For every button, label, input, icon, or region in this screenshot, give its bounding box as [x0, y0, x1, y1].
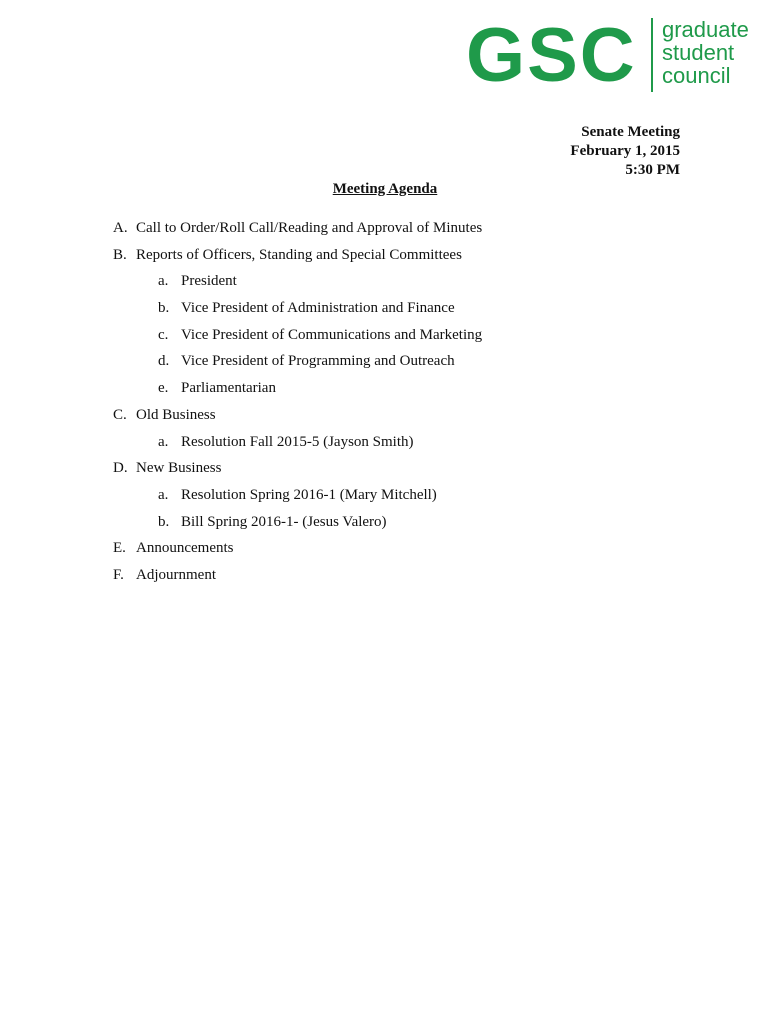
agenda-item-marker: e. — [158, 380, 169, 397]
agenda-item-text: Old Business — [136, 406, 216, 423]
agenda-item-text: New Business — [136, 460, 222, 477]
agenda-item-text: Bill Spring 2016-1- (Jesus Valero) — [181, 513, 387, 530]
agenda-item-marker: a. — [158, 486, 169, 503]
logo-word: graduate — [662, 17, 749, 42]
agenda-item-marker: D. — [113, 460, 128, 477]
agenda-item-marker: a. — [158, 273, 169, 290]
agenda-item-marker: c. — [158, 326, 169, 343]
agenda-item-marker: B. — [113, 246, 127, 263]
logo-wordmark — [662, 18, 749, 87]
agenda-item-marker: a. — [158, 433, 169, 450]
gsc-logo — [466, 13, 758, 98]
logo-word: council — [662, 63, 731, 88]
agenda-item-text: President — [181, 273, 237, 290]
agenda-item-text: Resolution Spring 2016-1 (Mary Mitchell) — [181, 486, 437, 503]
logo-divider — [651, 18, 653, 92]
agenda-item-text: Vice President of Programming and Outreach — [181, 353, 455, 370]
agenda-item-text: Vice President of Communications and Marketing — [181, 326, 483, 343]
meeting-time: 5:30 PM — [625, 162, 680, 178]
agenda-item-text: Parliamentarian — [181, 380, 276, 397]
meeting-date: February 1, 2015 — [570, 143, 680, 159]
agenda-item-text: Resolution Fall 2015-5 (Jayson Smith) — [181, 433, 414, 450]
agenda-item-marker: C. — [113, 406, 127, 423]
meeting-info — [570, 123, 680, 180]
agenda-item-marker: b. — [158, 300, 170, 317]
agenda-item-text: Reports of Officers, Standing and Special Committees — [136, 246, 462, 263]
agenda-item-text: Announcements — [136, 540, 234, 557]
agenda-item-text: Adjournment — [136, 566, 216, 583]
agenda-item-marker: A. — [113, 220, 128, 236]
agenda-title: Meeting Agenda — [332, 181, 438, 197]
agenda-item-marker: E. — [113, 540, 126, 557]
agenda-item-marker: F. — [113, 566, 124, 583]
agenda-item-marker: b. — [158, 513, 170, 530]
logo-word: student — [662, 40, 735, 65]
logo-mark: GSC — [466, 13, 637, 98]
agenda-item-marker: d. — [158, 353, 170, 370]
meeting-title: Senate Meeting — [581, 124, 680, 140]
agenda-item-text: Vice President of Administration and Finance — [181, 300, 455, 317]
agenda-item-text: Call to Order/Roll Call/Reading and Approval of Minutes — [136, 220, 483, 236]
